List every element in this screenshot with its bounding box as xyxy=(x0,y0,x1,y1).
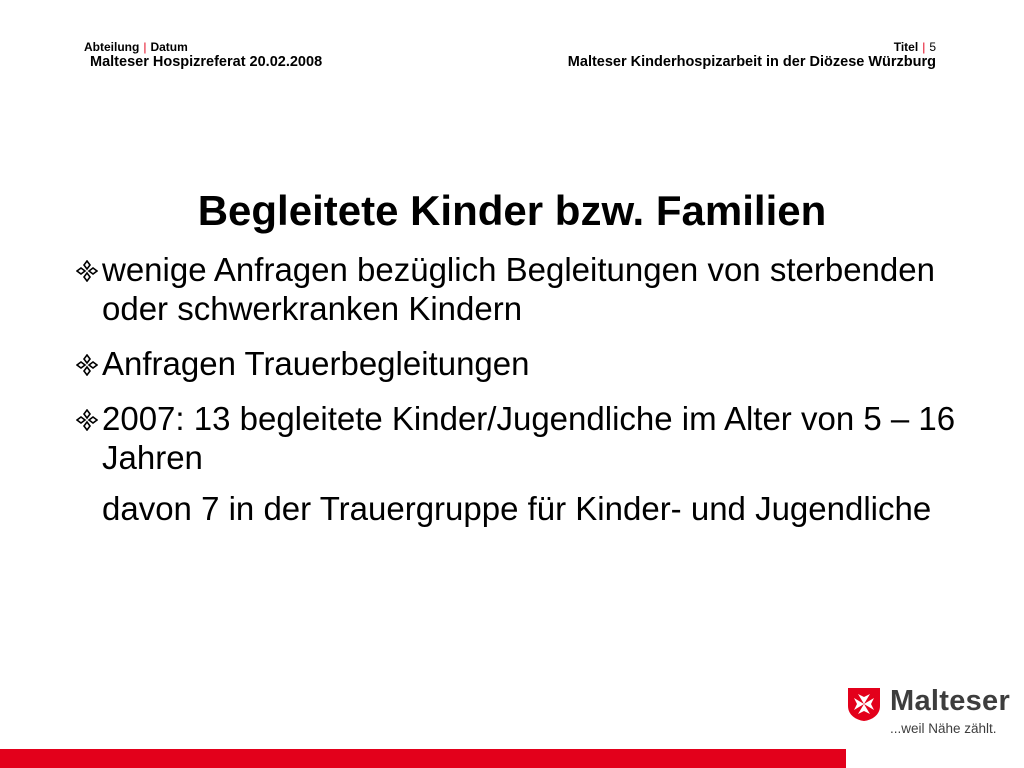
bullet-continuation xyxy=(76,489,956,528)
maltese-cross-shield-icon xyxy=(846,686,882,722)
header-right-text: Malteser Kinderhospizarbeit in der Diözese Würzburg xyxy=(567,54,936,70)
logo-name: Malteser xyxy=(890,685,1011,717)
header-left-text: Malteser Hospizreferat 20.02.2008 xyxy=(90,54,323,70)
bullet-text: 2007: 13 begleitete Kinder/Jugendliche im Alter von 5 – 16 Jahren xyxy=(102,400,956,476)
bullet-item xyxy=(76,399,956,477)
title-label: Titel xyxy=(893,40,919,54)
header-right-labels xyxy=(568,40,936,54)
header-left-labels xyxy=(84,40,322,54)
page-number: 5 xyxy=(929,40,936,54)
slide-title: Begleitete Kinder bzw. Familien xyxy=(197,187,827,234)
bullet-item xyxy=(76,344,956,383)
malteser-logo xyxy=(846,684,1016,744)
header-separator-right: | xyxy=(922,40,926,54)
date-label: Datum xyxy=(150,40,188,54)
continuation-text: davon 7 in der Trauergruppe für Kinder- und Jugendliche xyxy=(102,490,932,527)
header-separator: | xyxy=(143,40,147,54)
department-label: Abteilung xyxy=(84,40,140,54)
bullet-text: Anfragen Trauerbegleitungen xyxy=(102,345,530,382)
header-right xyxy=(568,40,936,71)
four-diamond-bullet-icon xyxy=(76,409,98,431)
logo-tagline: ...weil Nähe zählt. xyxy=(890,721,997,736)
four-diamond-bullet-icon xyxy=(76,354,98,376)
bullet-item xyxy=(76,250,956,328)
header-left xyxy=(84,40,322,71)
bullet-text: wenige Anfragen bezüglich Begleitungen von sterbenden oder schwerkranken Kindern xyxy=(102,251,935,327)
four-diamond-bullet-icon xyxy=(76,260,98,282)
footer-red-bar xyxy=(0,749,846,768)
slide-content xyxy=(76,250,956,544)
